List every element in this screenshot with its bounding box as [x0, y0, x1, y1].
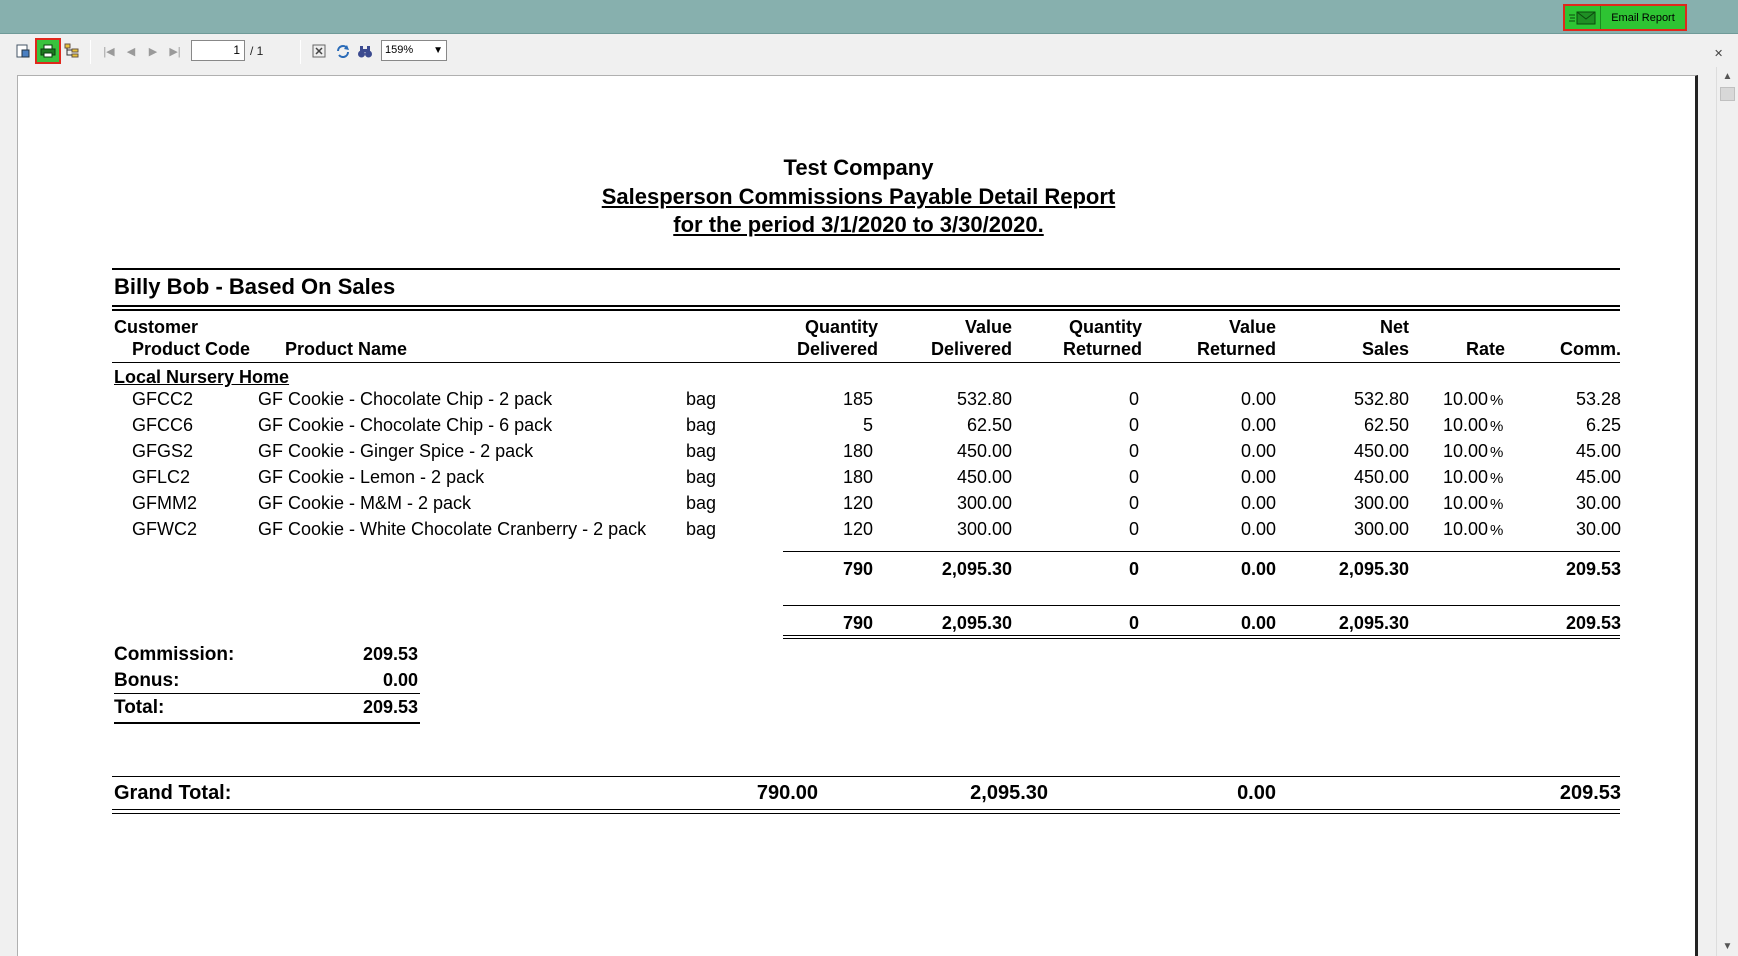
- row-comm: 45.00: [1575, 441, 1621, 461]
- row-rate: 10.00: [1442, 519, 1488, 539]
- report-toolbar: [0, 35, 1738, 67]
- row-rate-percent: %: [1490, 470, 1504, 487]
- row-value-returned: 0.00: [1240, 389, 1276, 409]
- refresh-icon[interactable]: [333, 41, 353, 61]
- row-product-name: GF Cookie - Lemon - 2 pack: [258, 467, 485, 487]
- grand-total-comm: 209.53: [1559, 782, 1621, 804]
- row-value-returned: 0.00: [1240, 467, 1276, 487]
- page-total-label: / 1: [250, 44, 264, 58]
- row-qty-delivered: 185: [842, 389, 873, 409]
- company-name: Test Company: [783, 155, 934, 180]
- row-rate: 10.00: [1442, 441, 1488, 461]
- customer-name: Local Nursery Home: [114, 367, 290, 387]
- row-rate-percent: %: [1490, 392, 1504, 409]
- divider: [114, 722, 420, 724]
- divider: [112, 362, 1620, 363]
- row-unit: bag: [686, 519, 717, 539]
- scroll-down-icon[interactable]: ▼: [1722, 941, 1733, 952]
- last-page-icon[interactable]: ▶|: [169, 45, 181, 58]
- grand-total-value-delivered: 2,095.30: [970, 782, 1048, 804]
- salesperson-total-comm: 209.53: [1565, 613, 1621, 633]
- row-product-code: GFMM2: [132, 493, 197, 513]
- total-value: 209.53: [362, 697, 418, 717]
- header-product-code: Product Code: [132, 339, 251, 359]
- title-bar: [0, 0, 1738, 34]
- email-icon[interactable]: [1565, 6, 1601, 29]
- first-page-icon[interactable]: |◀: [103, 45, 115, 58]
- divider: [783, 605, 1620, 606]
- chevron-down-icon: ▼: [433, 45, 443, 56]
- vertical-scrollbar[interactable]: [1716, 67, 1738, 956]
- header-qty-delivered: Quantity: [804, 317, 878, 337]
- commission-value: 209.53: [362, 644, 418, 664]
- row-qty-returned: 0: [1128, 441, 1139, 461]
- row-net-sales: 300.00: [1353, 493, 1409, 513]
- row-qty-returned: 0: [1128, 519, 1139, 539]
- group-tree-icon[interactable]: [62, 41, 82, 61]
- header-net-sales: Net: [1379, 317, 1409, 337]
- row-product-name: GF Cookie - White Chocolate Cranberry - 2 pack: [258, 519, 647, 539]
- row-product-code: GFGS2: [132, 441, 194, 461]
- grand-total-label: Grand Total:: [114, 782, 232, 804]
- row-product-code: GFLC2: [132, 467, 191, 487]
- divider: [112, 776, 1620, 777]
- row-value-delivered: 450.00: [956, 467, 1012, 487]
- customer-total-qty-returned: 0: [1128, 559, 1139, 579]
- header-comm: Comm.: [1559, 339, 1621, 359]
- scroll-thumb[interactable]: [1720, 87, 1735, 101]
- row-rate: 10.00: [1442, 389, 1488, 409]
- header-rate: Rate: [1465, 339, 1505, 359]
- toolbar-separator: [90, 40, 91, 64]
- row-rate-percent: %: [1490, 444, 1504, 461]
- email-report-group[interactable]: [1563, 4, 1687, 31]
- row-qty-delivered: 180: [842, 467, 873, 487]
- row-net-sales: 450.00: [1353, 441, 1409, 461]
- customer-total-net-sales: 2,095.30: [1338, 559, 1409, 579]
- row-value-delivered: 62.50: [966, 415, 1012, 435]
- row-qty-returned: 0: [1128, 493, 1139, 513]
- row-comm: 53.28: [1575, 389, 1621, 409]
- close-icon[interactable]: ✕: [1714, 48, 1724, 60]
- header-net-sales-2: Sales: [1361, 339, 1409, 359]
- divider: [783, 635, 1620, 636]
- salesperson-total-value-delivered: 2,095.30: [941, 613, 1012, 633]
- zoom-value: 159%: [385, 44, 414, 56]
- divider: [114, 693, 420, 694]
- row-value-delivered: 450.00: [956, 441, 1012, 461]
- row-comm: 6.25: [1585, 415, 1621, 435]
- row-value-returned: 0.00: [1240, 493, 1276, 513]
- row-qty-returned: 0: [1128, 467, 1139, 487]
- stop-icon[interactable]: [309, 41, 329, 61]
- grand-total-value-returned: 0.00: [1237, 782, 1276, 804]
- row-unit: bag: [686, 467, 717, 487]
- customer-total-qty-delivered: 790: [842, 559, 873, 579]
- row-net-sales: 450.00: [1353, 467, 1409, 487]
- row-qty-delivered: 120: [842, 493, 873, 513]
- row-value-returned: 0.00: [1240, 415, 1276, 435]
- divider: [112, 268, 1620, 270]
- row-value-delivered: 300.00: [956, 493, 1012, 513]
- report-page: [17, 75, 1698, 956]
- row-qty-returned: 0: [1128, 415, 1139, 435]
- scroll-up-icon[interactable]: ▲: [1722, 71, 1733, 82]
- total-label: Total:: [114, 697, 165, 718]
- customer-total-comm: 209.53: [1565, 559, 1621, 579]
- row-product-name: GF Cookie - M&M - 2 pack: [258, 493, 472, 513]
- row-value-returned: 0.00: [1240, 441, 1276, 461]
- search-binoculars-icon[interactable]: [355, 41, 375, 61]
- customer-total-value-returned: 0.00: [1240, 559, 1276, 579]
- header-product-name: Product Name: [285, 339, 408, 359]
- divider: [112, 813, 1620, 814]
- page-number-input[interactable]: 1: [191, 40, 245, 61]
- divider: [112, 809, 1620, 810]
- row-net-sales: 300.00: [1353, 519, 1409, 539]
- row-unit: bag: [686, 415, 717, 435]
- row-unit: bag: [686, 493, 717, 513]
- row-comm: 30.00: [1575, 493, 1621, 513]
- row-rate: 10.00: [1442, 467, 1488, 487]
- report-period-text: for the period 3/1/2020 to 3/30/2020.: [673, 212, 1044, 237]
- row-rate-percent: %: [1490, 418, 1504, 435]
- bonus-label: Bonus:: [114, 670, 180, 691]
- salesperson-total-qty-returned: 0: [1128, 613, 1139, 633]
- salesperson-name: Billy Bob - Based On Sales: [114, 274, 396, 299]
- row-rate-percent: %: [1490, 496, 1504, 513]
- row-comm: 30.00: [1575, 519, 1621, 539]
- salesperson-total-net-sales: 2,095.30: [1338, 613, 1409, 633]
- commission-label: Commission:: [114, 644, 235, 665]
- row-qty-delivered: 120: [842, 519, 873, 539]
- row-value-returned: 0.00: [1240, 519, 1276, 539]
- row-rate-percent: %: [1490, 522, 1504, 539]
- previous-page-icon[interactable]: ◀: [126, 45, 136, 58]
- row-product-name: GF Cookie - Chocolate Chip - 6 pack: [258, 415, 553, 435]
- zoom-select[interactable]: [381, 40, 447, 61]
- divider: [112, 305, 1620, 307]
- report-title-text: Salesperson Commissions Payable Detail Report: [601, 184, 1116, 209]
- row-qty-delivered: 180: [842, 441, 873, 461]
- row-unit: bag: [686, 441, 717, 461]
- customer-total-value-delivered: 2,095.30: [941, 559, 1012, 579]
- export-icon[interactable]: [13, 41, 33, 61]
- report-title: [18, 184, 1699, 210]
- row-product-name: GF Cookie - Chocolate Chip - 2 pack: [258, 389, 553, 409]
- header-value-returned: Value: [1228, 317, 1276, 337]
- row-product-code: GFCC6: [132, 415, 194, 435]
- divider: [783, 551, 1620, 552]
- header-customer: Customer: [114, 317, 199, 337]
- row-value-delivered: 532.80: [956, 389, 1012, 409]
- toolbar-separator: [300, 40, 301, 64]
- header-value-returned-2: Returned: [1196, 339, 1276, 359]
- row-net-sales: 62.50: [1363, 415, 1409, 435]
- header-qty-returned-2: Returned: [1062, 339, 1142, 359]
- email-report-button[interactable]: Email Report: [1611, 11, 1675, 24]
- divider: [783, 638, 1620, 639]
- row-qty-delivered: 5: [862, 415, 873, 435]
- salesperson-total-qty-delivered: 790: [842, 613, 873, 633]
- header-value-delivered: Value: [964, 317, 1012, 337]
- row-product-name: GF Cookie - Ginger Spice - 2 pack: [258, 441, 534, 461]
- row-unit: bag: [686, 389, 717, 409]
- row-product-code: GFWC2: [132, 519, 197, 539]
- print-icon[interactable]: [35, 38, 61, 64]
- bonus-value: 0.00: [382, 670, 418, 690]
- header-value-delivered-2: Delivered: [930, 339, 1012, 359]
- divider: [112, 309, 1620, 311]
- row-product-code: GFCC2: [132, 389, 194, 409]
- row-comm: 45.00: [1575, 467, 1621, 487]
- row-rate: 10.00: [1442, 415, 1488, 435]
- grand-total-qty-delivered: 790.00: [756, 782, 818, 804]
- header-qty-returned: Quantity: [1068, 317, 1142, 337]
- salesperson-total-value-returned: 0.00: [1240, 613, 1276, 633]
- report-period: [18, 212, 1699, 238]
- row-net-sales: 532.80: [1353, 389, 1409, 409]
- row-value-delivered: 300.00: [956, 519, 1012, 539]
- header-qty-delivered-2: Delivered: [796, 339, 878, 359]
- next-page-icon[interactable]: ▶: [148, 45, 158, 58]
- row-qty-returned: 0: [1128, 389, 1139, 409]
- row-rate: 10.00: [1442, 493, 1488, 513]
